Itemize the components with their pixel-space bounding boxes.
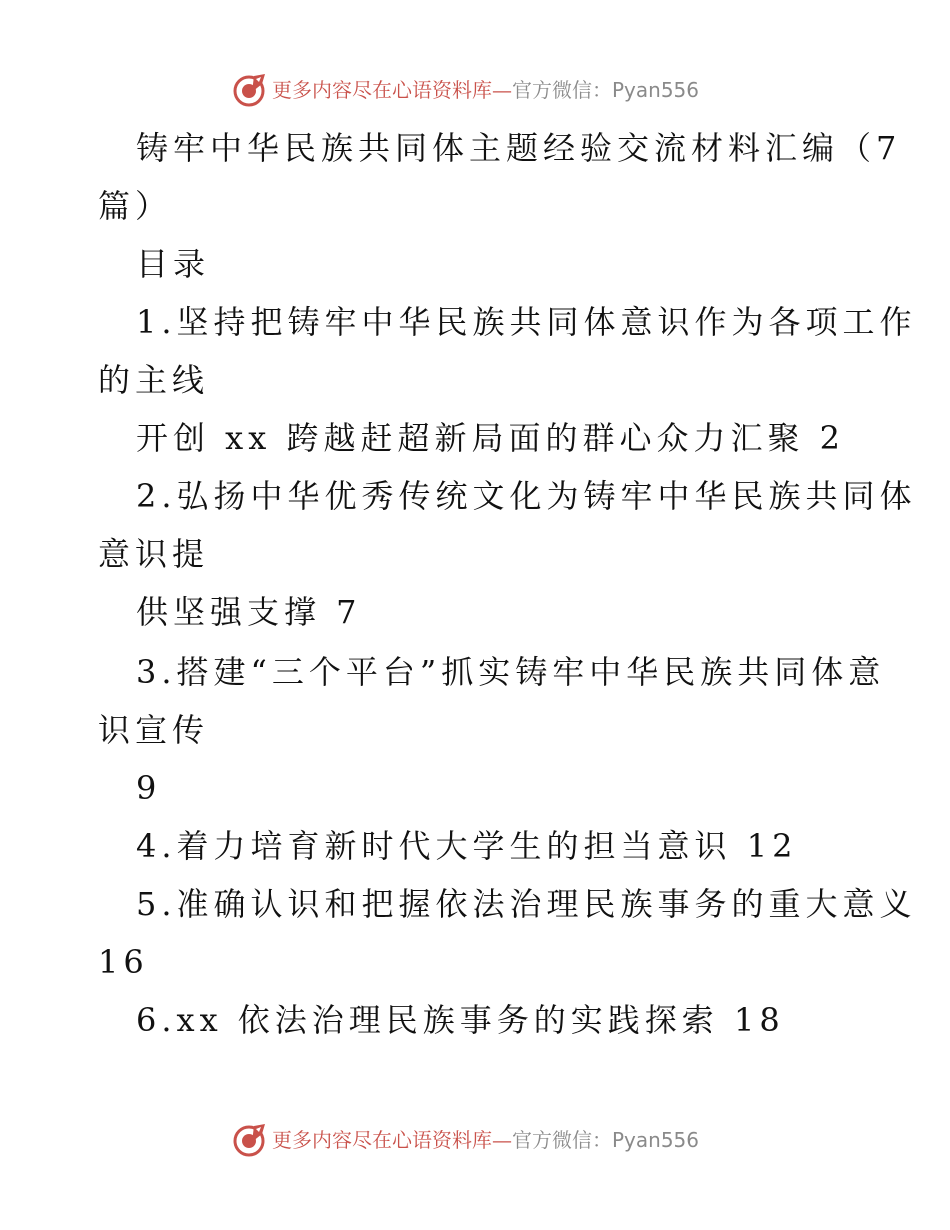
- toc-entry-5: 5.准确认识和把握依法治理民族事务的重大意义: [136, 885, 917, 923]
- toc-entry-2-subtitle: 供坚强支撑 7: [136, 593, 362, 631]
- toc-entry-2-continued: 意识提: [98, 535, 210, 573]
- toc-entry-6: 6.xx 依法治理民族事务的实践探索 18: [136, 1001, 785, 1039]
- toc-entry-1-continued: 的主线: [98, 361, 210, 399]
- toc-entry-3-page: 9: [136, 769, 162, 807]
- banner-wechat-id: Pyan556: [612, 1128, 700, 1152]
- document-title: 铸牢中华民族共同体主题经验交流材料汇编（7: [136, 129, 902, 167]
- document-title-continued: 篇）: [98, 187, 173, 225]
- toc-entry-3: 3.搭建“三个平台”抓实铸牢中华民族共同体意: [136, 653, 886, 691]
- pen-seal-logo-icon: [232, 1122, 268, 1158]
- toc-entry-1-subtitle: 开创 xx 跨越赶超新局面的群心众力汇聚 2: [136, 419, 845, 457]
- banner-dash: —: [492, 78, 512, 102]
- banner-wechat-label: 官方微信：: [512, 78, 612, 102]
- toc-entry-1: 1.坚持把铸牢中华民族共同体意识作为各项工作: [136, 303, 917, 341]
- toc-heading: 目录: [136, 245, 211, 283]
- banner-wechat-label: 官方微信：: [512, 1128, 612, 1152]
- banner-text: 更多内容尽在心语资料库: [272, 78, 492, 102]
- toc-entry-2: 2.弘扬中华优秀传统文化为铸牢中华民族共同体: [136, 477, 917, 515]
- toc-entry-5-page: 16: [98, 943, 149, 981]
- footer-watermark-banner: [0, 1120, 950, 1160]
- banner-text: 更多内容尽在心语资料库: [272, 1128, 492, 1152]
- banner-wechat-id: Pyan556: [612, 78, 700, 102]
- header-watermark-banner: [0, 70, 950, 110]
- pen-seal-logo-icon: [232, 72, 268, 108]
- toc-entry-3-continued: 识宣传: [98, 711, 210, 749]
- toc-entry-4: 4.着力培育新时代大学生的担当意识 12: [136, 827, 798, 865]
- banner-dash: —: [492, 1128, 512, 1152]
